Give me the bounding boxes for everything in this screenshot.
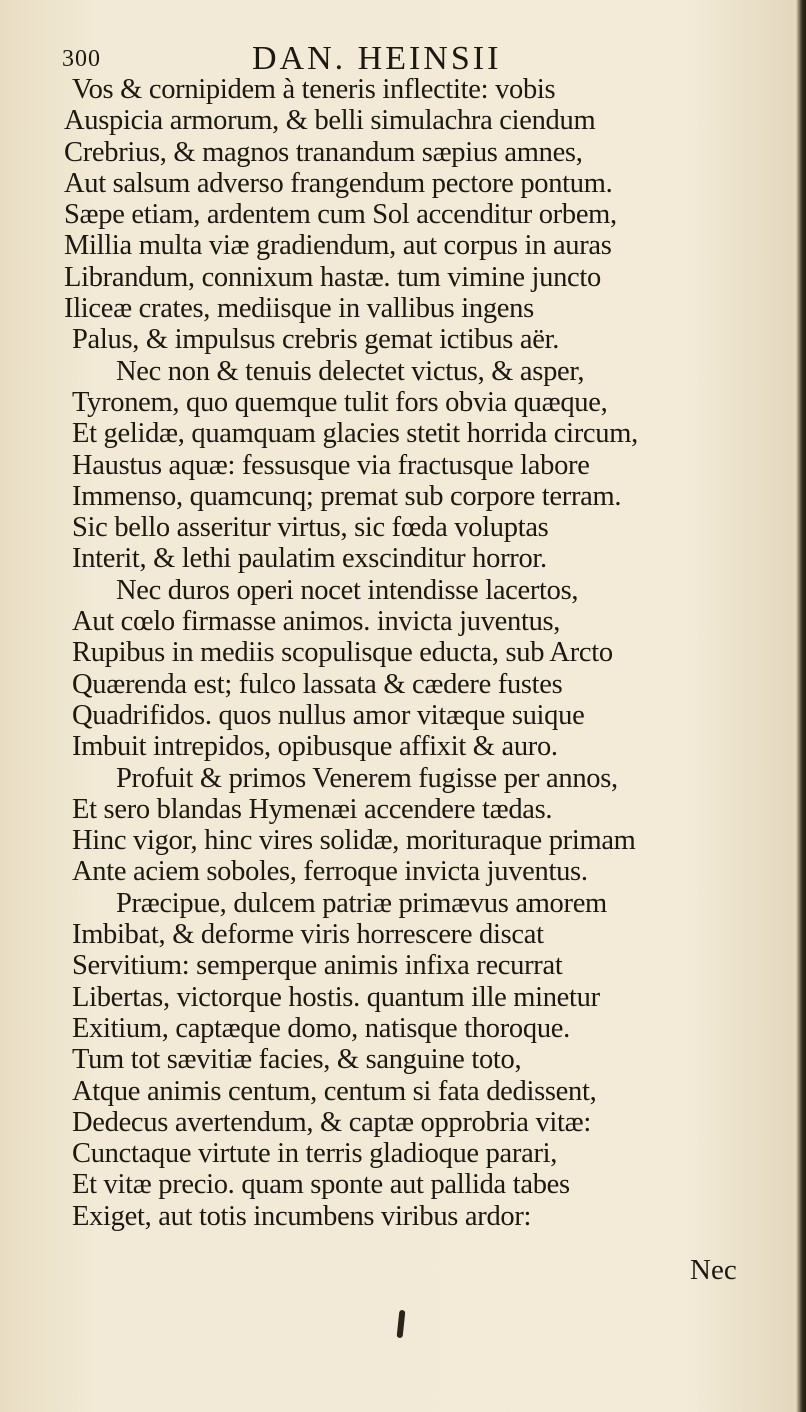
verse-line: Vos & cornipidem à teneris inflectite: vobis [72,74,556,105]
verse-line: Imbibat, & deforme viris horrescere discat [72,919,544,951]
verse-line: Aut cœlo firmasse animos. invicta juventus, [72,606,561,638]
verse-line: Quærenda est; fulco lassata & cædere fustes [72,668,563,700]
verse-line: Hinc vigor, hinc vires solidæ, morituraque primam [72,825,636,857]
verse-line: Et vitæ precio. quam sponte aut pallida tabes [72,1169,570,1201]
signature-mark [397,1310,406,1338]
verse-line: Præcipue, dulcem patriæ primævus amorem [116,887,607,919]
verse-line: Imbuit intrepidos, opibusque affixit & auro. [72,731,558,763]
verse-line: Palus, & impulsus crebris gemat ictibus aër. [72,324,560,356]
verse-line: Nec duros operi nocet intendisse lacertos, [116,574,579,606]
verse-line: Nec non & tenuis delectet victus, & asper, [116,355,585,387]
verse-line: Servitium: semperque animis infixa recurrat [72,950,563,982]
verse-line: Libertas, victorque hostis. quantum ille minetur [72,981,600,1013]
verse-line: Tum tot sævitiæ facies, & sanguine toto, [72,1044,522,1076]
verse-line: Exitium, captæque domo, natisque thoroque. [72,1012,570,1044]
verse-line: Rupibus in mediis scopulisque educta, sub Arcto [72,637,613,669]
verse-line: Sic bello asseritur virtus, sic fœda voluptas [72,512,549,544]
verse-line: Iliceæ crates, mediisque in vallibus ingens [64,293,534,325]
verse-line: Quadrifidos. quos nullus amor vitæque suique [72,699,585,731]
verse-line: Ante aciem soboles, ferroque invicta juventus. [72,856,588,888]
verse-line: Dedecus avertendum, & captæ opprobria vitæ: [72,1106,591,1138]
verse-line: Auspicia armorum, & belli simulachra ciendum [64,105,596,137]
verse-line: Haustus aquæ: fessusque via fractusque labore [72,449,590,481]
verse-line: Atque animis centum, centum si fata dedissent, [72,1075,597,1107]
catchword: Nec [690,1254,737,1286]
verse-line: Et gelidæ, quamquam glacies stetit horrida circum, [72,418,638,450]
verse-line: Et sero blandas Hymenæi accendere tædas. [72,793,553,825]
running-head: DAN. HEINSII [252,40,502,77]
verse-text [64,74,638,1232]
verse-line: Profuit & primos Venerem fugisse per annos, [116,762,618,794]
verse-line: Tyronem, quo quemque tulit fors obvia quæque, [72,386,608,418]
page-edge-shadow [796,0,806,1412]
verse-line: Librandum, connixum hastæ. tum vimine juncto [64,261,601,293]
verse-line: Millia multa viæ gradiendum, aut corpus in auras [64,230,612,262]
page-number: 300 [62,46,101,72]
verse-line: Immenso, quamcunq; premat sub corpore terram. [72,480,622,512]
verse-line: Interit, & lethi paulatim exscinditur horror. [72,543,547,575]
verse-line: Crebrius, & magnos tranandum sæpius amnes, [64,136,583,168]
verse-line: Sæpe etiam, ardentem cum Sol accenditur orbem, [64,199,617,231]
verse-line: Cunctaque virtute in terris gladioque parari, [72,1138,558,1170]
verse-line: Aut salsum adverso frangendum pectore pontum. [64,167,613,199]
verse-line: Exiget, aut totis incumbens viribus ardor: [72,1200,532,1232]
